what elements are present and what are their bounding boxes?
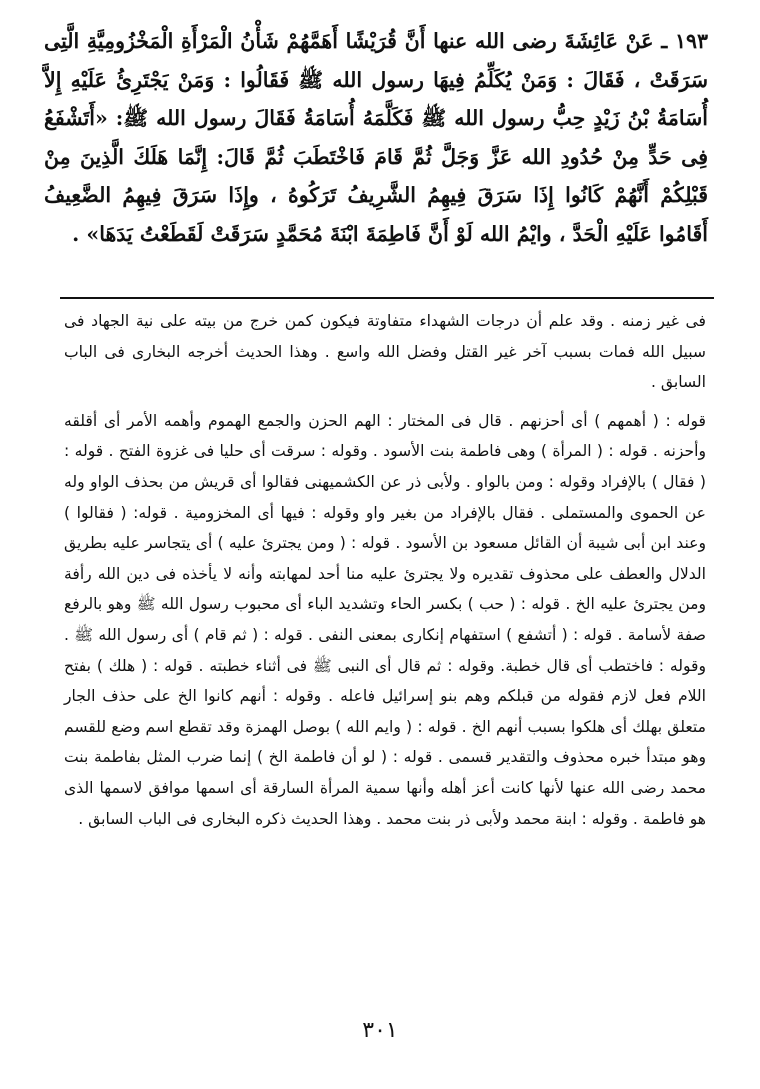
commentary-block (64, 306, 706, 834)
hadith-text: ١٩٣ ـ عَنْ عَائِشَةَ رضى الله عنها أَنَّ قُرَيْشًا أَهَمَّهُمْ شَأْنُ الْمَرْأَةِ الْمَخْزُومِيَّةِ الَّتِى سَرَقَتْ ، فَقَالَ : وَمَنْ يُكَلِّمُ فِيهَا رسول الله ﷺ فَقَالُوا : وَمَنْ يَجْتَرِئُ عَلَيْهِ إِلاَّ أُسَامَةُ بْنُ زَيْدٍ حِبُّ رسول الله ﷺ فَكَلَّمَهُ أُسَامَةُ فَقَالَ رسول الله ﷺ: «أَتَشْفَعُ فِى حَدٍّ مِنْ حُدُودِ الله عَزَّ وَجَلَّ ثُمَّ قَامَ فَاخْتَطَبَ ثُمَّ قَالَ: إِنَّمَا هَلَكَ الَّذِينَ مِنْ قَبْلِكُمْ أَنَّهُمْ كَانُوا إِذَا سَرَقَ فِيهِمُ الشَّرِيفُ تَرَكُوهُ ، وإِذَا سَرَقَ فِيهِمُ الضَّعِيفُ أَقَامُوا عَلَيْهِ الْحَدَّ ، وايْمُ الله لَوْ أَنَّ فَاطِمَةَ ابْنَةَ مُحَمَّدٍ سَرَقَتْ لَقَطَعْتُ يَدَهَا» . (44, 29, 708, 246)
hadith-block (44, 22, 708, 253)
section-divider (60, 297, 714, 299)
page-number: ٣٠١ (362, 1018, 398, 1043)
commentary-paragraph: قوله : ( أهمهم ) أى أحزنهم . قال فى المختار : الهم الحزن والجمع الهموم وأهمه الأمر أى أقلقه وأحزنه . قوله : ( المرأة ) وهى فاطمة بنت الأسود . وقوله : سرقت أى حليا فى غزوة الفتح . قوله : ( فقال ) بالإفراد وقوله : ومن بالواو . ولأبى ذر عن الكشميهنى فقالوا أى قريش من بحذف الواو وله عن الحموى والمستملى . فقال بالإفراد من بغير واو وقوله : فيها أى المخزومية . قوله: ( فقالوا ) وعند ابن أبى شيبة أن القائل مسعود بن الأسود . قوله : ( ومن يجترئ عليه ) أى يتجاسر عليه بطريق الدلال والعطف على محذوف تقديره ولا يجترئ عليه منا أحد لمهابته وأنه لا يأخذه فى دين الله رأفة ومن يجترئ عليه الخ . قوله : ( حب ) بكسر الحاء وتشديد الباء أى محبوب رسول الله ﷺ وهو بالرفع صفة لأسامة . قوله : ( أتشفع ) استفهام إنكارى بمعنى النفى . قوله : ( ثم قام ) أى رسول الله ﷺ . وقوله : فاختطب أى قال خطبة. وقوله : ثم قال أى النبى ﷺ فى أثناء خطبته . قوله : ( هلك ) بفتح اللام فعل لازم فقوله من قبلكم وهم بنو إسرائيل فاعله . وقوله : أنهم كانوا الخ على حذف الجار متعلق بهلك أى هلكوا بسبب أنهم الخ . قوله : ( وايم الله ) بوصل الهمزة وقد تقطع اسم وضع للقسم وهو مبتدأ خبره محذوف والتقدير قسمى . قوله : ( لو أن فاطمة الخ ) إنما ضرب المثل بفاطمة بنت محمد رضى الله عنها لأنها كانت أعز أهله وأنها سمية المرأة السارقة أى اسمها موافق لاسمها الذى هو فاطمة . وقوله : ابنة محمد ولأبى ذر بنت محمد . وهذا الحديث ذكره البخارى فى الباب السابق . (64, 411, 706, 828)
commentary-paragraph: فى غير زمنه . وقد علم أن درجات الشهداء متفاوتة فيكون كمن خرج من بيته على نية الجهاد فى سبيل الله فمات بسبب آخر غير القتل وفضل الله واسع . وهذا الحديث أخرجه البخارى فى الباب السابق . (64, 312, 706, 392)
